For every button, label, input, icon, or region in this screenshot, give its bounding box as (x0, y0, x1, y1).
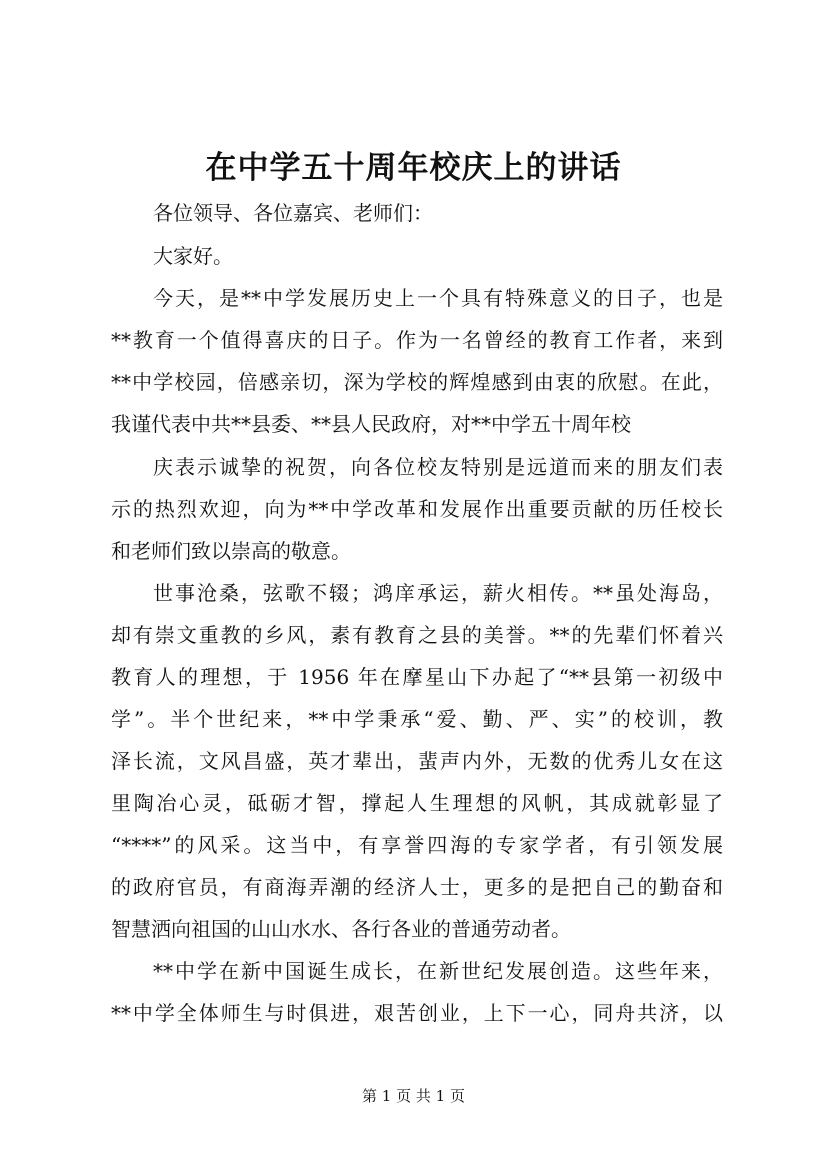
body-line: 里陶冶心灵，砥砺才智，撑起人生理想的风帆，其成就彰显了 (111, 791, 723, 815)
document-title: 在中学五十周年校庆上的讲话 (205, 150, 622, 186)
body-line: 学”。半个世纪来，**中学秉承“爱、勤、严、实”的校训，教 (111, 707, 723, 731)
body-line: “****”的风采。这当中，有享誉四海的专家学者，有引领发展 (111, 833, 723, 857)
page-footer: 第 1 页 共 1 页 (362, 1087, 465, 1105)
body-line: 智慧洒向祖国的山山水水、各行各业的普通劳动者。 (111, 917, 571, 941)
body-line: 的政府官员，有商海弄潮的经济人士，更多的是把自己的勤奋和 (111, 875, 723, 899)
body-line: **教育一个值得喜庆的日子。作为一名曾经的教育工作者，来到 (111, 328, 723, 352)
body-line: **中学校园，倍感亲切，深为学校的辉煌感到由衷的欣慰。在此， (111, 370, 723, 394)
body-line: 泽长流，文风昌盛，英才辈出，蜚声内外，无数的优秀儿女在这 (111, 749, 723, 773)
body-line: **中学在新中国诞生成长，在新世纪发展创造。这些年来， (153, 959, 723, 983)
body-line: 庆表示诚挚的祝贺，向各位校友特别是远道而来的朋友们表 (153, 455, 723, 479)
salutation-line: 各位领导、各位嘉宾、老师们： (153, 201, 433, 225)
body-line: 世事沧桑，弦歌不辍；鸿庠承运，薪火相传。**虽处海岛， (153, 581, 723, 605)
body-line: 今天，是**中学发展历史上一个具有特殊意义的日子，也是 (153, 286, 723, 310)
body-line: 我谨代表中共**县委、**县人民政府，对**中学五十周年校 (111, 412, 631, 436)
greeting-line: 大家好。 (153, 244, 233, 268)
body-line: 示的热烈欢迎，向为**中学改革和发展作出重要贡献的历任校长 (111, 497, 723, 521)
body-line: 教育人的理想，于 1956 年在摩星山下办起了“**县第一初级中 (111, 665, 723, 689)
body-line: 和老师们致以崇高的敬意。 (111, 539, 351, 563)
body-line: **中学全体师生与时俱进，艰苦创业，上下一心，同舟共济，以 (111, 1001, 723, 1025)
body-line: 却有崇文重教的乡风，素有教育之县的美誉。**的先辈们怀着兴 (111, 623, 723, 647)
